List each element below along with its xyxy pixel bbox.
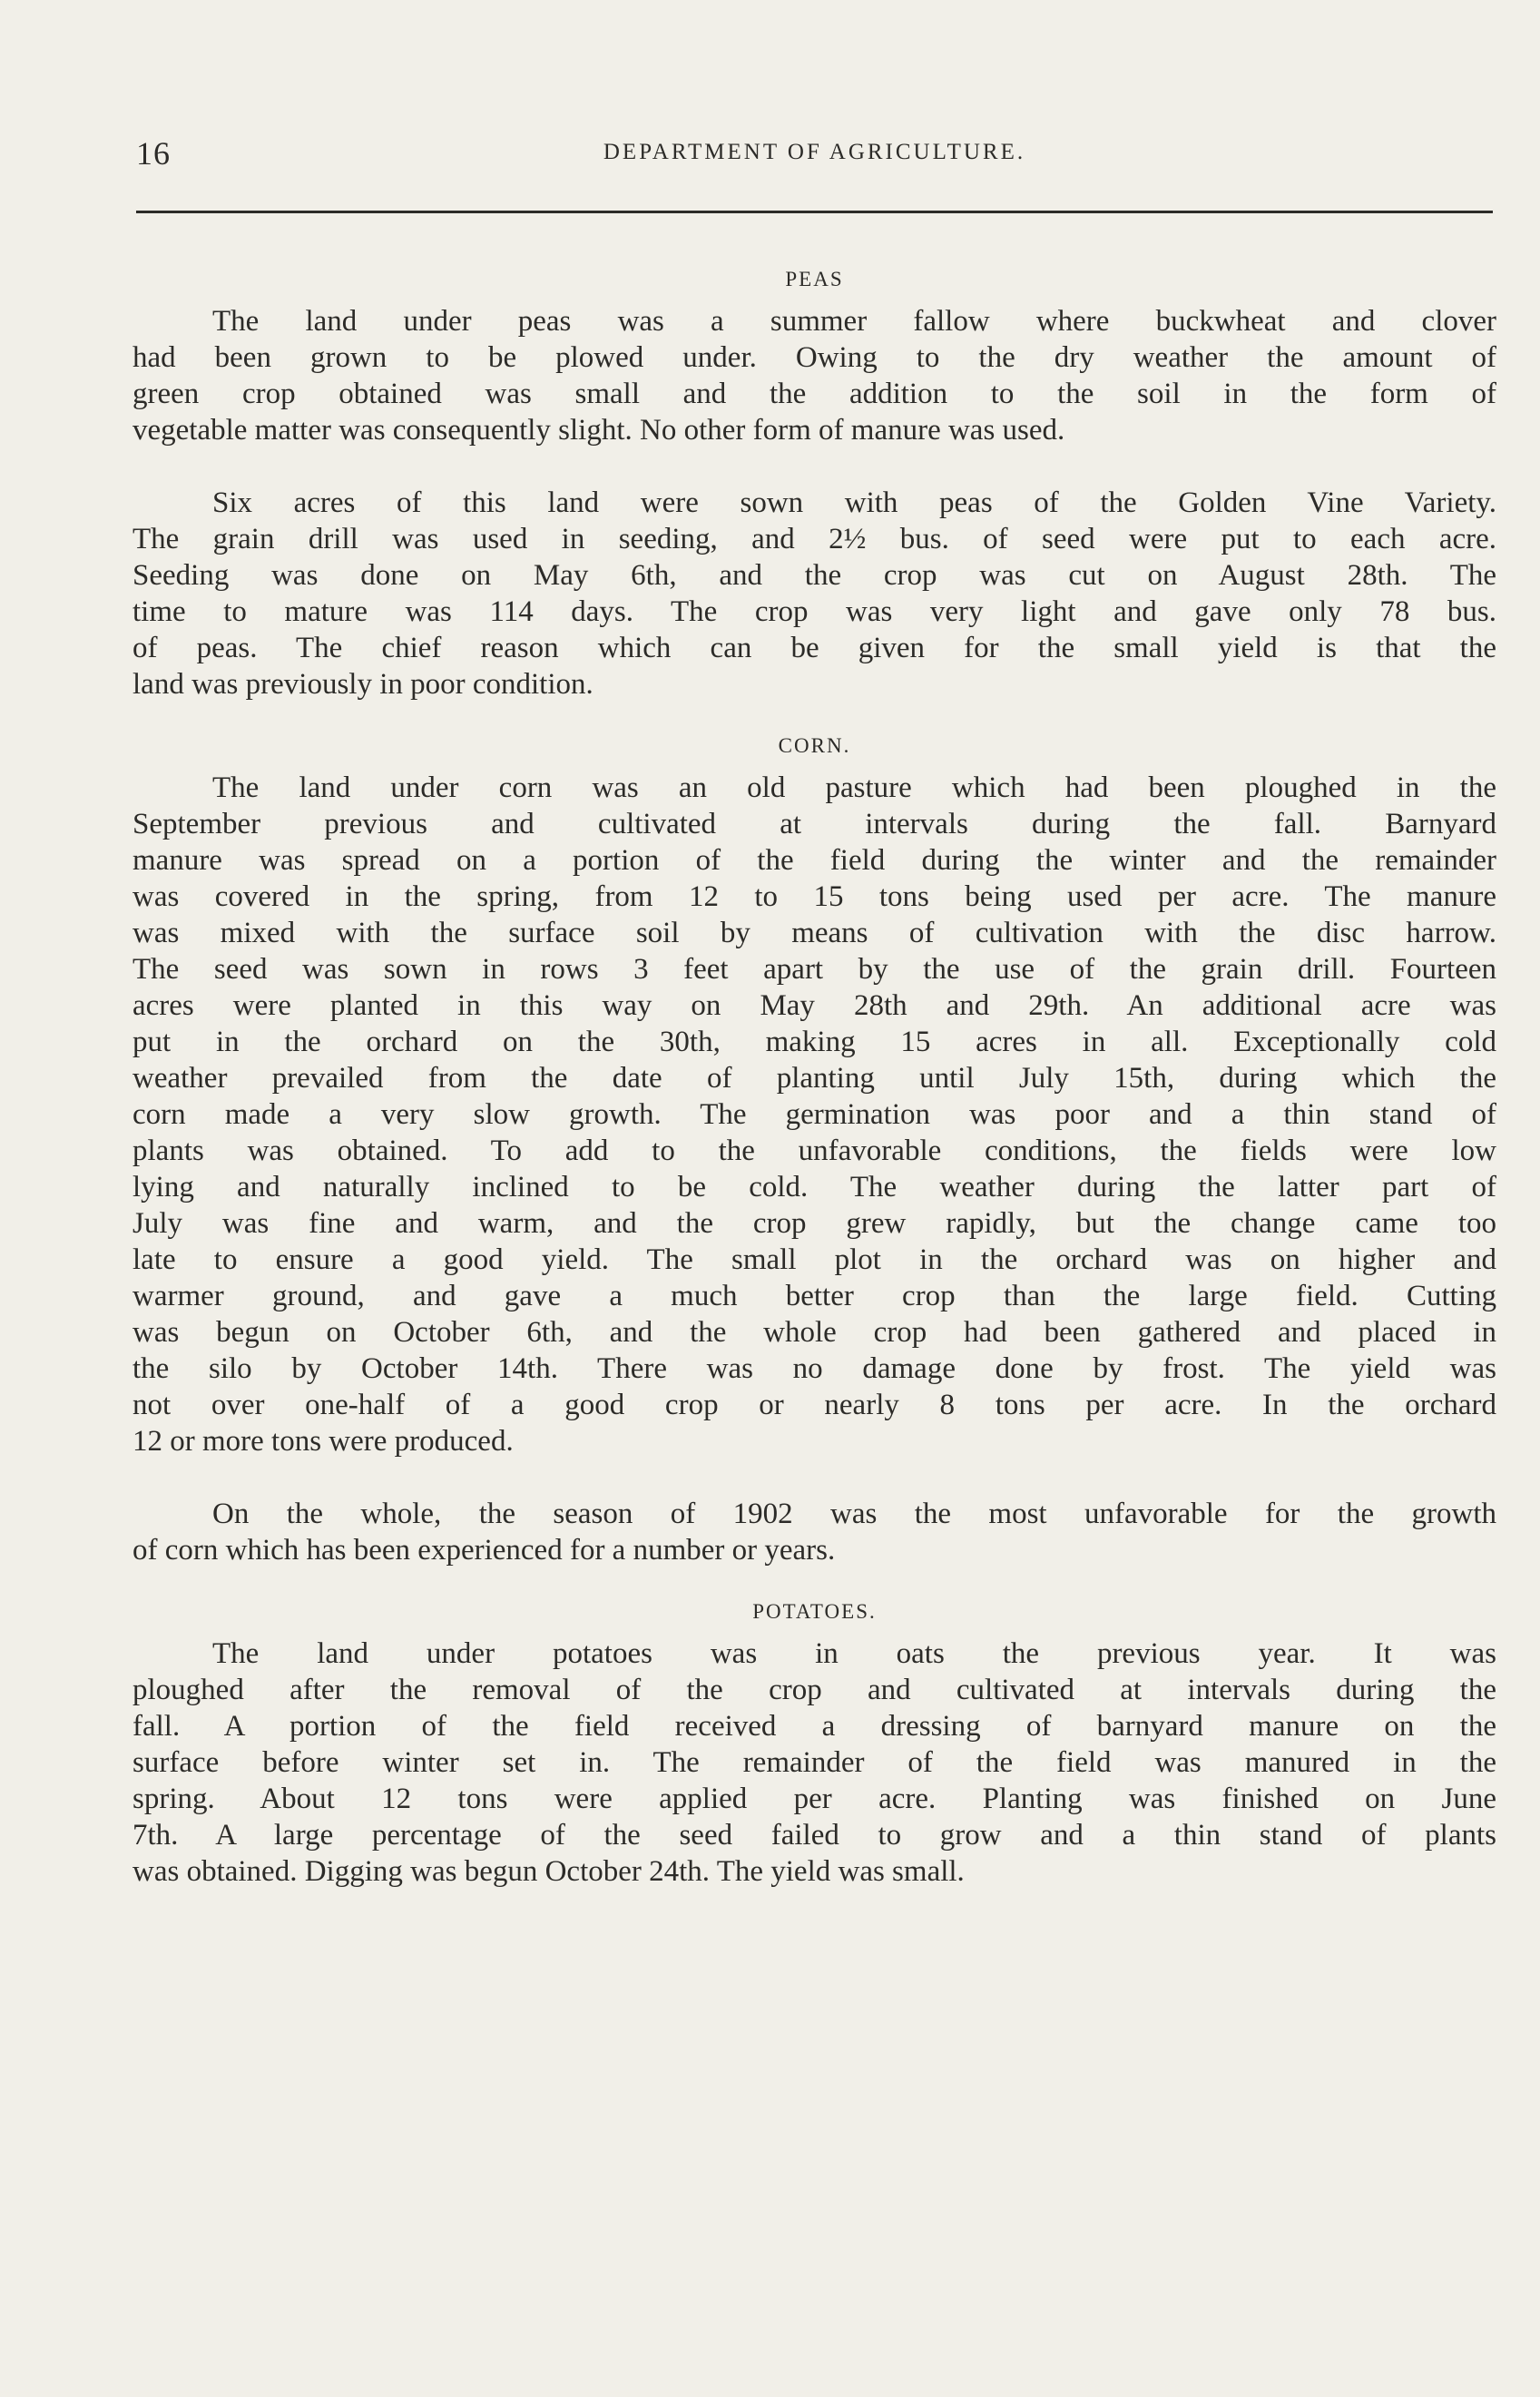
paragraph [132, 485, 1496, 702]
heading-spacer [132, 762, 1496, 770]
paragraph-spacer [132, 448, 1496, 485]
text-line: 7th. A large percentage of the seed failed to grow and a thin stand of plants [132, 1819, 1496, 1852]
text-line: plants was obtained. To add to the unfavorable conditions, the fields were low [132, 1135, 1496, 1167]
text-line: warmer ground, and gave a much better crop than the large field. Cutting [132, 1280, 1496, 1312]
text-line: was mixed with the surface soil by means of cultivation with the disc harrow. [132, 917, 1496, 949]
section-spacer [132, 702, 1496, 730]
text-line: the silo by October 14th. There was no damage done by frost. The yield was [132, 1352, 1496, 1385]
section-heading: POTATOES. [752, 1600, 877, 1623]
text-line: ploughed after the removal of the crop and cultivated at intervals during the [132, 1674, 1496, 1706]
text-line: spring. About 12 tons were applied per acre. Planting was finished on June [132, 1783, 1496, 1815]
text-line: of corn which has been experienced for a number or years. [132, 1534, 836, 1567]
text-line: vegetable matter was consequently slight. No other form of manure was used. [132, 414, 1065, 447]
section-spacer [132, 1568, 1496, 1596]
header-rule [136, 211, 1493, 213]
text-line: of peas. The chief reason which can be given for the small yield is that the [132, 632, 1496, 664]
text-line: time to mature was 114 days. The crop was very light and gave only 78 bus. [132, 595, 1496, 628]
text-line: late to ensure a good yield. The small plot in the orchard was on higher and [132, 1243, 1496, 1276]
text-line: September previous and cultivated at intervals during the fall. Barnyard [132, 808, 1496, 840]
paragraph [132, 1496, 1496, 1568]
paragraph [132, 303, 1496, 448]
section [132, 730, 1496, 1568]
text-line: was covered in the spring, from 12 to 15 tons being used per acre. The manure [132, 880, 1496, 913]
text-line: The seed was sown in rows 3 feet apart by the use of the grain drill. Fourteen [132, 953, 1496, 986]
text-line: July was fine and warm, and the crop grew rapidly, but the change came too [132, 1207, 1496, 1240]
text-line: The land under peas was a summer fallow where buckwheat and clover [212, 305, 1496, 338]
text-line: On the whole, the season of 1902 was the most unfavorable for the growth [212, 1498, 1496, 1530]
text-line: land was previously in poor condition. [132, 668, 593, 701]
section [132, 1596, 1496, 1890]
text-line: fall. A portion of the field received a dressing of barnyard manure on the [132, 1710, 1496, 1743]
section [132, 263, 1496, 702]
text-line: Six acres of this land were sown with peas of the Golden Vine Variety. [212, 486, 1496, 519]
section-heading: PEAS [785, 268, 844, 290]
text-line: lying and naturally inclined to be cold. The weather during the latter part of [132, 1171, 1496, 1203]
paragraph-spacer [132, 1459, 1496, 1496]
text-line: The land under corn was an old pasture which had been ploughed in the [212, 771, 1496, 804]
text-line: corn made a very slow growth. The germination was poor and a thin stand of [132, 1098, 1496, 1131]
text-line: green crop obtained was small and the addition to the soil in the form of [132, 378, 1496, 410]
paragraph [132, 770, 1496, 1459]
text-line: surface before winter set in. The remainder of the field was manured in the [132, 1746, 1496, 1779]
text-line: acres were planted in this way on May 28th and 29th. An additional acre was [132, 989, 1496, 1022]
heading-spacer [132, 1628, 1496, 1636]
text-line: was begun on October 6th, and the whole crop had been gathered and placed in [132, 1316, 1496, 1349]
text-line: not over one-half of a good crop or nearly 8 tons per acre. In the orchard [132, 1389, 1496, 1421]
paragraph [132, 1636, 1496, 1890]
text-line: Seeding was done on May 6th, and the crop was cut on August 28th. The [132, 559, 1496, 592]
page-number: 16 [136, 135, 171, 172]
section-heading: CORN. [778, 734, 851, 757]
page-header [136, 134, 1493, 178]
page-body [132, 263, 1496, 1890]
text-line: 12 or more tons were produced. [132, 1425, 514, 1458]
text-line: weather prevailed from the date of planting until July 15th, during which the [132, 1062, 1496, 1095]
text-line: manure was spread on a portion of the field during the winter and the remainder [132, 844, 1496, 877]
text-line: was obtained. Digging was begun October 24th. The yield was small. [132, 1855, 965, 1888]
heading-spacer [132, 296, 1496, 303]
text-line: had been grown to be plowed under. Owing to the dry weather the amount of [132, 341, 1496, 374]
text-line: The grain drill was used in seeding, and 2½ bus. of seed were put to each acre. [132, 523, 1496, 555]
text-line: The land under potatoes was in oats the previous year. It was [212, 1637, 1496, 1670]
running-head: DEPARTMENT OF AGRICULTURE. [603, 140, 1026, 164]
text-line: put in the orchard on the 30th, making 15 acres in all. Exceptionally cold [132, 1026, 1496, 1058]
